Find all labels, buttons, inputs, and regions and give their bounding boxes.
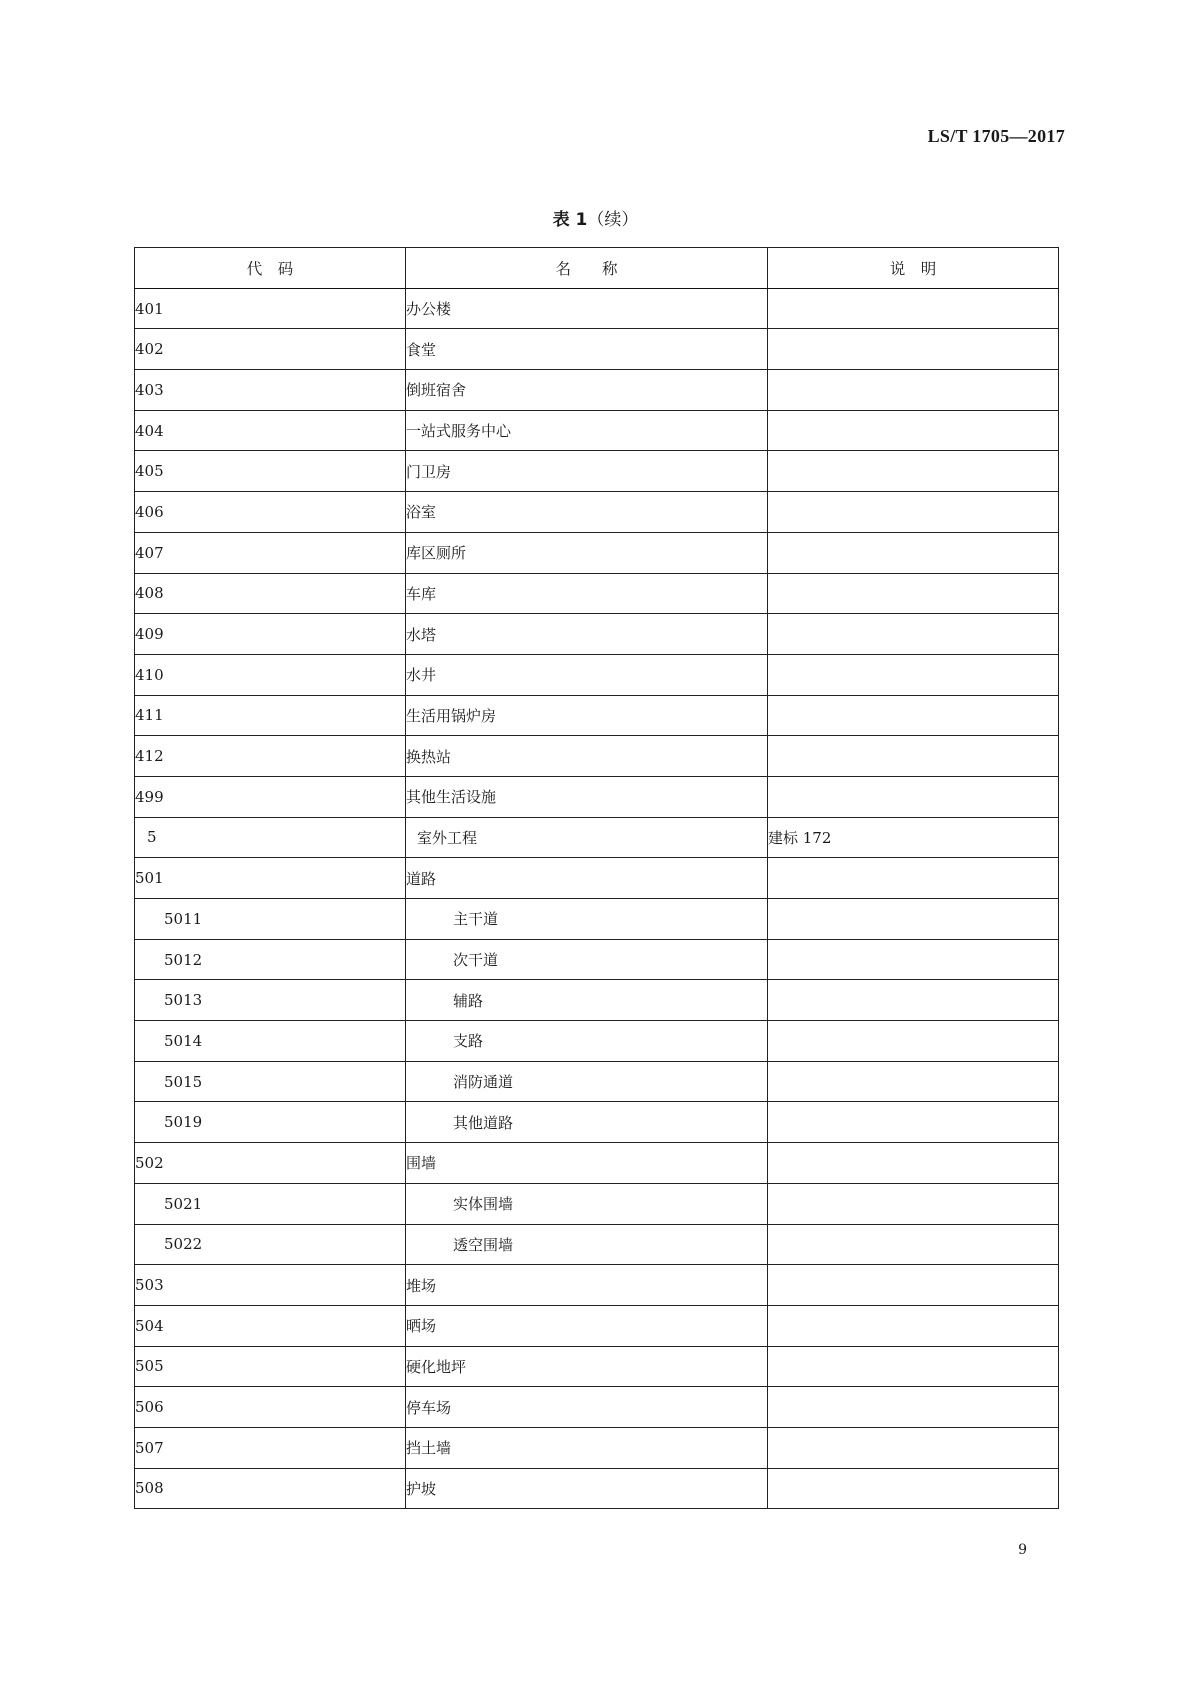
note-cell: [768, 695, 1059, 736]
note-cell: [768, 1143, 1059, 1184]
name-cell: 食堂: [406, 329, 768, 370]
name-cell: 车库: [406, 573, 768, 614]
table-row: [135, 817, 1059, 858]
code-cell: 504: [135, 1305, 406, 1346]
note-cell: [768, 1021, 1059, 1062]
name-cell: 主干道: [406, 899, 768, 940]
table-caption-continued: （续）: [587, 210, 639, 230]
name-cell: 辅路: [406, 980, 768, 1021]
table-row: [135, 410, 1059, 451]
table-row: [135, 939, 1059, 980]
name-cell: 实体围墙: [406, 1183, 768, 1224]
note-cell: [768, 532, 1059, 573]
name-cell: 消防通道: [406, 1061, 768, 1102]
name-cell: 门卫房: [406, 451, 768, 492]
table-row: [135, 573, 1059, 614]
note-cell: [768, 1061, 1059, 1102]
note-cell: 建标 172: [768, 817, 1059, 858]
code-cell: 5014: [135, 1021, 406, 1062]
code-table: [134, 247, 1059, 1509]
name-cell: 换热站: [406, 736, 768, 777]
code-cell: 507: [135, 1427, 406, 1468]
name-cell: 其他道路: [406, 1102, 768, 1143]
note-cell: [768, 776, 1059, 817]
column-header-name: 名 称: [406, 248, 768, 289]
note-cell: [768, 899, 1059, 940]
table-row: [135, 1305, 1059, 1346]
code-cell: 405: [135, 451, 406, 492]
code-cell: 5012: [135, 939, 406, 980]
table-row: [135, 899, 1059, 940]
table-row: [135, 1468, 1059, 1509]
name-cell: 生活用锅炉房: [406, 695, 768, 736]
code-cell: 401: [135, 288, 406, 329]
table-row: [135, 1021, 1059, 1062]
name-cell: 停车场: [406, 1387, 768, 1428]
name-cell: 晒场: [406, 1305, 768, 1346]
code-cell: 404: [135, 410, 406, 451]
standard-number: LS/T 1705—2017: [927, 126, 1065, 146]
name-cell: 挡土墙: [406, 1427, 768, 1468]
code-cell: 499: [135, 776, 406, 817]
name-cell: 水井: [406, 654, 768, 695]
note-cell: [768, 980, 1059, 1021]
table-row: [135, 492, 1059, 533]
code-cell: 5011: [135, 899, 406, 940]
note-cell: [768, 1183, 1059, 1224]
note-cell: [768, 1102, 1059, 1143]
code-cell: 410: [135, 654, 406, 695]
code-cell: 5013: [135, 980, 406, 1021]
table-row: [135, 980, 1059, 1021]
name-cell: 支路: [406, 1021, 768, 1062]
code-cell: 502: [135, 1143, 406, 1184]
note-cell: [768, 329, 1059, 370]
code-cell: 412: [135, 736, 406, 777]
table-row: [135, 776, 1059, 817]
name-cell: 堆场: [406, 1265, 768, 1306]
name-cell: 水塔: [406, 614, 768, 655]
note-cell: [768, 1265, 1059, 1306]
table-row: [135, 1427, 1059, 1468]
table-row: [135, 288, 1059, 329]
name-cell: 库区厕所: [406, 532, 768, 573]
code-cell: 508: [135, 1468, 406, 1509]
code-cell: 5015: [135, 1061, 406, 1102]
note-cell: [768, 1427, 1059, 1468]
code-cell: 5022: [135, 1224, 406, 1265]
table-row: [135, 1346, 1059, 1387]
note-cell: [768, 1224, 1059, 1265]
table-row: [135, 329, 1059, 370]
code-cell: 408: [135, 573, 406, 614]
table-body: [135, 288, 1059, 1509]
code-cell: 407: [135, 532, 406, 573]
note-cell: [768, 858, 1059, 899]
note-cell: [768, 288, 1059, 329]
column-header-code: 代 码: [135, 248, 406, 289]
note-cell: [768, 492, 1059, 533]
table-row: [135, 654, 1059, 695]
note-cell: [768, 654, 1059, 695]
table-row: [135, 1265, 1059, 1306]
table-row: [135, 532, 1059, 573]
note-cell: [768, 1305, 1059, 1346]
name-cell: 护坡: [406, 1468, 768, 1509]
note-cell: [768, 939, 1059, 980]
code-cell: 501: [135, 858, 406, 899]
note-cell: [768, 410, 1059, 451]
name-cell: 硬化地坪: [406, 1346, 768, 1387]
table-row: [135, 736, 1059, 777]
name-cell: 办公楼: [406, 288, 768, 329]
name-cell: 倒班宿舍: [406, 370, 768, 411]
code-cell: 409: [135, 614, 406, 655]
column-header-note: 说 明: [768, 248, 1059, 289]
name-cell: 一站式服务中心: [406, 410, 768, 451]
code-cell: 506: [135, 1387, 406, 1428]
code-cell: 411: [135, 695, 406, 736]
name-cell: 道路: [406, 858, 768, 899]
table-caption-title: 表 1: [552, 210, 588, 230]
name-cell: 其他生活设施: [406, 776, 768, 817]
table-row: [135, 451, 1059, 492]
table-row: [135, 1143, 1059, 1184]
name-cell: 透空围墙: [406, 1224, 768, 1265]
note-cell: [768, 736, 1059, 777]
note-cell: [768, 370, 1059, 411]
table-header-row: [135, 248, 1059, 289]
table-row: [135, 1183, 1059, 1224]
note-cell: [768, 614, 1059, 655]
table-row: [135, 1387, 1059, 1428]
table-row: [135, 1224, 1059, 1265]
name-cell: 次干道: [406, 939, 768, 980]
code-cell: 5021: [135, 1183, 406, 1224]
code-cell: 402: [135, 329, 406, 370]
table-row: [135, 1061, 1059, 1102]
table-row: [135, 614, 1059, 655]
page-number: 9: [1018, 1542, 1027, 1558]
code-cell: 5019: [135, 1102, 406, 1143]
note-cell: [768, 1346, 1059, 1387]
table-row: [135, 1102, 1059, 1143]
name-cell: 室外工程: [406, 817, 768, 858]
table-caption: [0, 205, 1191, 230]
table-row: [135, 858, 1059, 899]
table-row: [135, 370, 1059, 411]
code-cell: 403: [135, 370, 406, 411]
note-cell: [768, 1387, 1059, 1428]
code-cell: 505: [135, 1346, 406, 1387]
code-cell: 406: [135, 492, 406, 533]
code-cell: 503: [135, 1265, 406, 1306]
code-cell: 5: [135, 817, 406, 858]
note-cell: [768, 451, 1059, 492]
name-cell: 围墙: [406, 1143, 768, 1184]
table-row: [135, 695, 1059, 736]
note-cell: [768, 1468, 1059, 1509]
name-cell: 浴室: [406, 492, 768, 533]
note-cell: [768, 573, 1059, 614]
